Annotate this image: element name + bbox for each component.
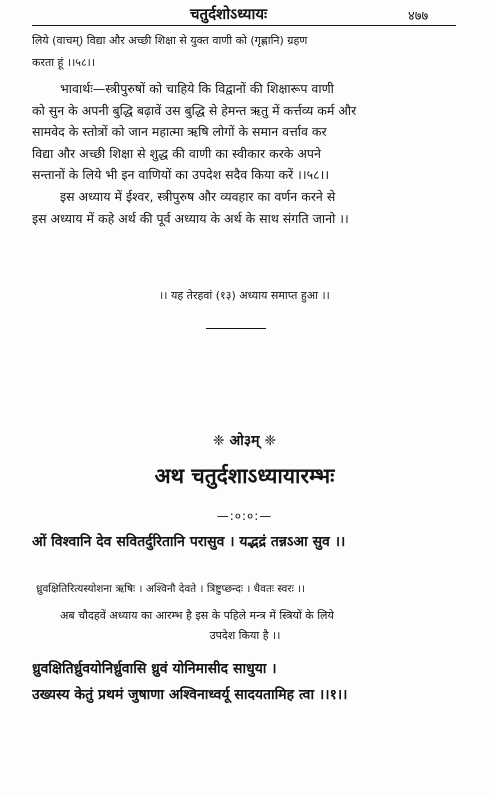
mantra-intro [32,606,458,646]
chapter-title: अथ चतुर्दशाऽध्यायारम्भः [154,464,335,488]
intro-line: उपदेश किया है ।। [209,629,281,642]
chapter-end-note: ।। यह तेरहवां (१३) अध्याय समाप्त हुआ ।। [159,289,330,302]
header-rule [32,25,456,26]
closing-line-2: करता हूं ।।५८।। [32,55,96,69]
summary-line: इस अध्याय में ईश्वर, स्त्रीपुरुष और व्यवहार का वर्णन करने से [60,189,336,204]
mantra-line: उख्यस्य केतुं प्रथमं जुषाणा अश्विनाध्वर्यू सादयतामिह त्वा ।।१।। [32,687,348,703]
ornament-divider: —:०:०:— [216,509,273,523]
chapter-summary [32,186,458,229]
bhavarth-line: को सुन के अपनी बुद्धि बढ़ावें उस बुद्धि से हेमन्त ऋतु में कर्त्तव्य कर्म और [32,102,357,118]
opening-mantra: ओं विश्वानि देव सवितर्दुरितानि परासुव । यद्भद्रं तन्नऽआ सुव ।। [32,534,346,550]
bhavarth-line: विद्या और अच्छी शिक्षा से शुद्ध की वाणी का स्वीकार करके अपने [32,145,321,161]
bhavarth-paragraph [32,78,458,186]
bhavarth-line: सामवेद के स्तोत्रों को जान महात्मा ऋषि लोगों के समान वर्त्ताव कर [32,124,327,139]
rishi-devata-line: ध्रुवक्षितिरित्यस्योशना ऋषिः । अश्विनौ देवते । त्रिष्टुप्छन्दः । धैवतः स्वरः ।। [36,583,306,595]
closing-line: लिये (वाचम्) विद्या और अच्छी शिक्षा से युक्त वाणी को (गृह्णानि) ग्रहण [32,34,308,47]
om-invocation: ❈ ओ३म् ❈ [212,433,277,449]
previous-verse-closing [32,30,458,73]
summary-line: इस अध्याय में कहे अर्थ की पूर्व अध्याय के अर्थ के साथ संगति जानो ।। [32,210,349,226]
mantra-1 [32,656,458,708]
bhavarth-line: भावार्थः—स्त्रीपुरुषों को चाहिये कि विद्वानों की शिक्षारूप वाणी [60,81,334,96]
intro-line: अब चौदहवें अध्याय का आरम्भ है इस के पहिले मन्त्र में स्त्रियों के लिये [60,609,334,622]
bhavarth-line: सन्तानों के लिये भी इन वाणियों का उपदेश सदैव किया करें ।।५८।। [32,167,330,182]
section-divider [206,328,266,329]
mantra-line: ध्रुवक्षितिर्ध्रुवयोनिर्ध्रुवासि ध्रुवं योनिमासीद साधुया । [32,661,277,677]
running-header-title: चतुर्दशोऽध्यायः [190,5,268,23]
page-number: ४७७ [408,9,429,24]
